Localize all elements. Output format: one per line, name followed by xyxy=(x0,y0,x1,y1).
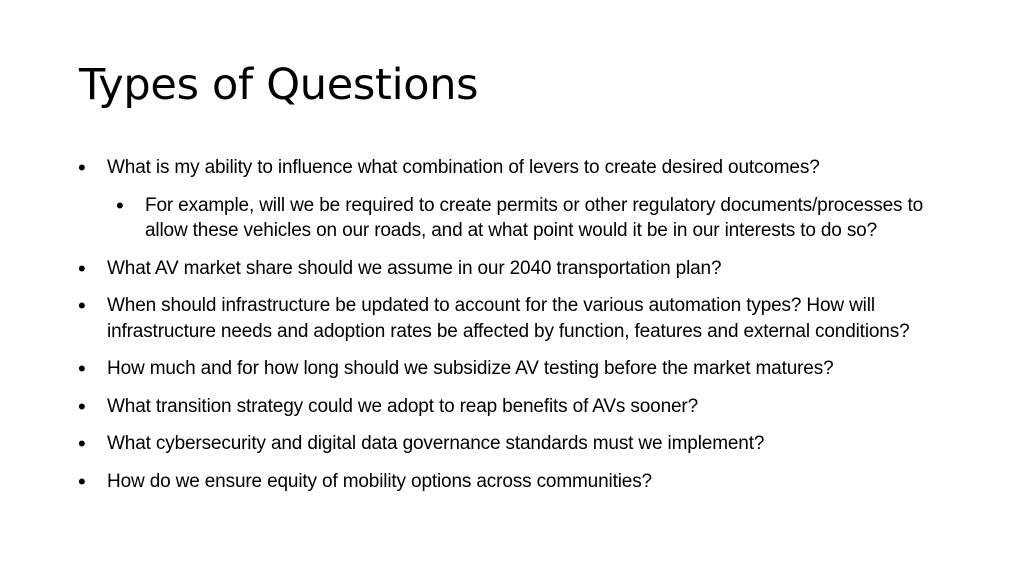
bullet-item xyxy=(78,256,968,282)
bullet-item xyxy=(78,394,968,420)
bullet-text: What cybersecurity and digital data governance standards must we implement? xyxy=(107,433,765,454)
bullet-list xyxy=(78,155,968,506)
bullet-item xyxy=(78,155,968,181)
bullet-text: How do we ensure equity of mobility options across communities? xyxy=(107,470,652,492)
bullet-marker: • xyxy=(78,356,86,381)
bullet-item xyxy=(78,356,968,382)
bullet-marker: • xyxy=(78,468,86,494)
bullet-marker: • xyxy=(78,393,86,419)
bullet-text: When should infrastructure be updated to account for the various automation types? How will infrastructure needs and adoption rates be affected by function, features and external conditions? xyxy=(107,295,910,342)
slide-title: Types of Questions xyxy=(79,60,479,110)
bullet-item xyxy=(78,469,968,495)
bullet-marker: • xyxy=(78,431,86,456)
bullet-marker: • xyxy=(78,255,86,281)
bullet-text: How much and for how long should we subsidize AV testing before the market matures? xyxy=(107,358,834,379)
bullet-marker: • xyxy=(78,155,86,180)
bullet-item xyxy=(78,293,968,344)
bullet-marker: • xyxy=(78,293,86,318)
bullet-text: What AV market share should we assume in our 2040 transportation plan? xyxy=(107,257,722,279)
bullet-item xyxy=(78,431,968,457)
sub-bullet-item xyxy=(116,193,951,244)
bullet-text: What is my ability to influence what combination of levers to create desired outcomes? xyxy=(107,157,820,178)
bullet-text: For example, will we be required to create permits or other regulatory documents/processes to allow these vehicles on our roads, and at what point would it be in our interests to do so? xyxy=(145,194,924,241)
bullet-text: What transition strategy could we adopt to reap benefits of AVs sooner? xyxy=(107,395,699,417)
bullet-marker: • xyxy=(116,192,124,218)
